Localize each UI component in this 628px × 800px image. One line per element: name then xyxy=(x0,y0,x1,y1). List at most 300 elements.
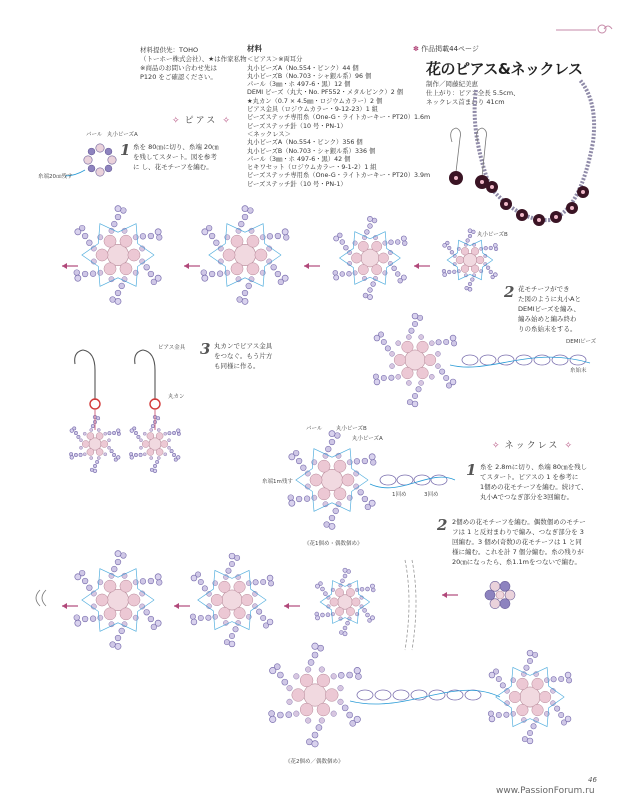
supply-line: 材料提供先：TOHO xyxy=(140,46,199,54)
arrow-head xyxy=(442,592,447,598)
material-line: 丸小ビーズA（No.554・ピンク）44 個 xyxy=(247,64,359,72)
petal-bead xyxy=(343,245,348,250)
petal-bead xyxy=(229,633,234,638)
petal-bead xyxy=(323,592,327,596)
necklace-step2-number: 2 xyxy=(437,516,448,534)
petal-tip xyxy=(70,429,74,433)
seed-bead xyxy=(294,674,300,680)
seed-bead xyxy=(83,432,86,435)
petal-bead xyxy=(148,233,154,239)
petal-bead xyxy=(271,264,277,270)
petal-tip xyxy=(116,456,120,460)
pearl-bead xyxy=(471,247,479,255)
petal-bead xyxy=(172,431,175,434)
petal-tip xyxy=(369,454,375,460)
pearl-bead xyxy=(96,432,103,439)
seed-bead xyxy=(157,456,160,459)
step-line: を残してスタート。図を参考 xyxy=(133,153,217,161)
petal-tip xyxy=(75,229,81,235)
pearl-bead xyxy=(318,460,330,472)
petal-tip xyxy=(329,523,335,529)
ring-bead xyxy=(108,156,116,164)
petal-bead xyxy=(362,458,368,464)
petal-tip xyxy=(312,741,318,747)
necklace-step1-number: 1 xyxy=(466,461,477,479)
pearl-bead xyxy=(231,263,243,275)
seed-bead xyxy=(157,428,160,431)
pearl-bead xyxy=(517,704,529,716)
pearl-bead xyxy=(476,256,484,264)
pearl-bead xyxy=(156,432,163,439)
thread-path xyxy=(450,357,590,367)
petal-bead xyxy=(202,586,207,591)
petal-tip xyxy=(489,672,495,678)
label-thread-finish: 糸始末 xyxy=(570,368,587,374)
petal-bead xyxy=(108,432,111,435)
petal-bead xyxy=(90,271,96,277)
ornament-swirl xyxy=(556,24,616,36)
seed-bead xyxy=(406,335,411,340)
petal-tip xyxy=(115,298,121,304)
petal-bead xyxy=(90,616,96,622)
petal-tip xyxy=(412,313,418,319)
chain-link xyxy=(357,690,373,700)
seed-bead xyxy=(79,439,82,442)
material-line: ビーズステッチ針（10 号・PN-1） xyxy=(247,122,347,130)
petal-bead xyxy=(312,652,318,658)
petal-bead xyxy=(389,240,394,245)
petal-bead xyxy=(209,233,215,239)
petal-bead xyxy=(566,678,571,683)
petal-bead xyxy=(74,431,77,434)
pearl-bead xyxy=(417,341,429,353)
petal-bead xyxy=(137,435,140,438)
pearl-bead xyxy=(120,580,132,592)
page-number: 46 xyxy=(588,776,597,784)
material-line: ＜ピアス＞※両耳分 xyxy=(247,56,303,64)
pearl-bead xyxy=(234,581,246,593)
center-pearl xyxy=(321,469,342,490)
petal-bead xyxy=(402,241,407,246)
pierce-step2-diagram xyxy=(360,315,620,405)
pearl-bead xyxy=(300,703,313,716)
petal-tip xyxy=(401,236,406,241)
petal-tip xyxy=(412,401,418,407)
petal-bead xyxy=(354,458,360,464)
arrow-head xyxy=(62,603,67,609)
petal-bead xyxy=(82,271,88,277)
petal-bead xyxy=(79,453,82,456)
seed-bead xyxy=(83,453,86,456)
pearl-bead xyxy=(101,440,108,447)
petal-bead xyxy=(447,270,451,274)
petal-bead xyxy=(134,431,137,434)
petal-bead xyxy=(329,439,335,445)
pearl-bead xyxy=(461,265,469,273)
pearl-bead xyxy=(128,249,140,261)
pearl-bead xyxy=(335,588,343,596)
material-line: ビーズステッチ専用糸（One-G・ライトカーキー・PT20）3.9m xyxy=(247,172,431,180)
chain-link xyxy=(431,475,447,485)
petal-tip xyxy=(367,294,372,299)
petal-bead xyxy=(242,290,248,296)
seed-bead xyxy=(338,685,344,691)
center-pearl xyxy=(304,684,326,706)
supply-note xyxy=(140,46,247,82)
petal-bead xyxy=(226,568,231,573)
petal-bead xyxy=(340,272,345,277)
petal-bead xyxy=(325,446,331,452)
material-line: 丸小ビーズA（No.554・ピンク）356 個 xyxy=(247,139,363,147)
petal-bead xyxy=(381,375,386,380)
ear-hook xyxy=(135,350,155,400)
petal-bead xyxy=(267,233,273,239)
pearl-bead xyxy=(517,678,529,690)
pearl-bead xyxy=(417,367,429,379)
center-pearl xyxy=(222,590,242,610)
petal-bead xyxy=(484,246,488,250)
pearl-bead xyxy=(300,674,313,687)
petal-bead xyxy=(558,676,563,681)
ring-bead xyxy=(84,156,92,164)
step-line: 回編む。3 個め(奇数)の花モチーフは 1 と同 xyxy=(452,538,582,546)
seed-bead xyxy=(167,439,170,442)
pierce-step3-number: 3 xyxy=(200,340,211,358)
petal-bead xyxy=(451,341,456,346)
petal-bead xyxy=(153,464,156,467)
neck-caption-1: 《花1個め・偶数個め》 xyxy=(304,541,363,547)
pearl-bead xyxy=(310,474,322,486)
petal-tip xyxy=(267,575,273,581)
seed-bead xyxy=(305,667,311,673)
petal-bead xyxy=(343,626,347,630)
petal-bead xyxy=(360,587,364,591)
wave-break xyxy=(36,590,46,606)
sparkle-icon: ✧ xyxy=(222,116,230,126)
petal-tip xyxy=(374,379,380,385)
petal-tip xyxy=(289,500,295,506)
pearl-bead xyxy=(325,689,338,702)
petal-bead xyxy=(316,725,322,731)
neck-label-bead-a: 丸小ビーズA xyxy=(352,436,383,442)
neck-label-round3: 3回め xyxy=(424,492,439,498)
petal-bead xyxy=(217,271,223,277)
petal-bead xyxy=(308,659,314,665)
petal-bead xyxy=(315,612,319,616)
pearl-bead xyxy=(104,580,116,592)
petal-bead xyxy=(333,270,338,275)
petal-bead xyxy=(282,679,288,685)
petal-tip xyxy=(242,298,248,304)
petal-bead xyxy=(82,578,88,584)
petal-bead xyxy=(277,672,283,678)
petal-bead xyxy=(342,705,348,711)
petal-tip xyxy=(75,620,81,626)
material-line: 丸小ビーズB（No.703・シャ銀ル系）96 個 xyxy=(247,72,372,80)
step-line: フは 1 と反対まわりで編み、つなぎ部分を 3 xyxy=(452,528,584,536)
petal-tip xyxy=(93,469,97,473)
petal-bead xyxy=(412,393,417,398)
petal-bead xyxy=(395,272,400,277)
petal-bead xyxy=(554,706,559,711)
pearl-bead xyxy=(509,691,521,703)
petal-tip xyxy=(468,287,472,291)
pearl-bead xyxy=(231,235,243,247)
pearl-bead xyxy=(456,256,464,264)
material-line: ピアス金具（ロジウムカラー・9-12-23）1 組 xyxy=(247,106,379,114)
arrow-head xyxy=(284,603,289,609)
seed-bead xyxy=(435,364,440,369)
petal-tip xyxy=(354,667,360,673)
petal-tip xyxy=(282,275,288,281)
materials-block xyxy=(247,45,430,189)
neck-caption-2: 《花2個め／偶数個め》 xyxy=(285,759,344,765)
step-line: 丸小Aでつなぎ部分を3回編む。 xyxy=(480,493,574,501)
pearl-bead xyxy=(342,474,354,486)
ring-bead xyxy=(500,599,510,609)
petal-bead xyxy=(370,460,376,466)
petal-bead xyxy=(111,221,117,227)
petal-bead xyxy=(447,246,451,250)
petal-tip xyxy=(155,275,161,281)
chain-link xyxy=(465,690,481,700)
pearl-bead xyxy=(219,581,231,593)
seed-bead xyxy=(164,453,167,456)
petal-bead xyxy=(306,739,312,745)
pearl-bead xyxy=(96,249,108,261)
material-line: ビーズステッチ専用糸（One-G・ライトカーキー・PT20）1.6m xyxy=(247,114,431,122)
material-line: ビーズステッチ針（10 号・PN-1） xyxy=(247,180,347,188)
petal-tip xyxy=(289,454,295,460)
petal-bead xyxy=(151,424,154,427)
ring-bead xyxy=(105,165,112,172)
label-thread-end: 糸端20㎝残す xyxy=(38,174,73,180)
pearl-bead xyxy=(247,235,259,247)
chain-link xyxy=(375,690,391,700)
pierce-step1-text xyxy=(133,142,219,172)
petal-bead xyxy=(371,588,375,592)
pearl-bead xyxy=(346,588,354,596)
step-line: 編み始めと編み終わ xyxy=(518,315,577,323)
seed-bead xyxy=(287,699,293,705)
petal-bead xyxy=(283,235,289,241)
petal-tip xyxy=(468,229,472,233)
pearl-bead xyxy=(346,607,354,615)
neck-label-thread-end: 糸端1m残す xyxy=(262,479,293,485)
petal-bead xyxy=(368,288,373,293)
arrow-head xyxy=(304,263,309,269)
center-pearl xyxy=(361,249,379,267)
petal-bead xyxy=(86,585,92,591)
ring-bead xyxy=(88,148,95,155)
petal-bead xyxy=(340,579,344,583)
petal-bead xyxy=(496,676,501,681)
petal-tip xyxy=(315,616,319,620)
petal-tip xyxy=(191,575,197,581)
earring-diagram xyxy=(60,340,220,480)
petal-tip xyxy=(565,716,571,722)
pearl-bead xyxy=(87,432,94,439)
pearl-bead xyxy=(402,367,414,379)
ring-bead xyxy=(490,581,500,591)
pearl-bead xyxy=(82,440,89,447)
petal-bead xyxy=(253,580,258,585)
pearl-bead xyxy=(539,691,551,703)
petal-bead xyxy=(392,266,397,271)
seed-bead xyxy=(406,380,411,385)
supply-line: （トーホー株式会社）、★は作家私物 xyxy=(140,55,247,63)
petal-bead xyxy=(140,578,146,584)
petal-bead xyxy=(233,627,238,632)
petal-tip xyxy=(354,716,360,722)
petal-bead xyxy=(242,214,248,220)
petal-bead xyxy=(443,375,448,380)
petal-bead xyxy=(385,346,390,351)
petal-bead xyxy=(452,270,456,274)
petal-tip xyxy=(75,275,81,281)
petal-bead xyxy=(527,658,532,663)
pearl-bead xyxy=(87,448,94,455)
petal-bead xyxy=(551,677,556,682)
petal-tip xyxy=(450,335,456,341)
petal-tip xyxy=(282,229,288,235)
petal-bead xyxy=(358,489,364,495)
petal-bead xyxy=(275,233,281,239)
pearl-bead xyxy=(318,488,330,500)
petal-tip xyxy=(370,584,374,588)
ring-bead xyxy=(485,590,495,600)
petal-bead xyxy=(82,233,88,239)
seed-bead xyxy=(150,428,153,431)
seed-bead xyxy=(331,711,337,717)
petal-tip xyxy=(176,429,180,433)
petal-bead xyxy=(527,730,532,735)
petal-bead xyxy=(371,282,376,287)
label-jump: 丸カン xyxy=(168,394,185,400)
ear-hook xyxy=(75,350,95,400)
center-pearl xyxy=(496,591,504,599)
petal-bead xyxy=(260,615,265,620)
seed-bead xyxy=(287,685,293,691)
petal-bead xyxy=(318,645,324,651)
seed-bead xyxy=(305,718,311,724)
petal-bead xyxy=(238,221,244,227)
petal-bead xyxy=(190,614,195,619)
seed-bead xyxy=(319,667,325,673)
petal-bead xyxy=(389,375,394,380)
pearl-bead xyxy=(96,448,103,455)
petal-tip xyxy=(369,500,375,506)
pearl-bead xyxy=(120,608,132,620)
petal-tip xyxy=(155,620,161,626)
petal-bead xyxy=(115,559,121,565)
seed-bead xyxy=(429,374,434,379)
wave-break xyxy=(412,560,416,650)
label-bead-b: 丸小ビーズB xyxy=(477,232,508,238)
petal-bead xyxy=(416,387,421,392)
petal-bead xyxy=(486,266,490,270)
petal-tip xyxy=(489,716,495,722)
arrow-head xyxy=(174,603,179,609)
petal-bead xyxy=(119,628,125,634)
step-line: に し、花モチーフを編む。 xyxy=(133,163,213,171)
petal-tip xyxy=(229,553,235,559)
petal-bead xyxy=(366,613,370,617)
petal-bead xyxy=(366,587,370,591)
petal-bead xyxy=(333,508,339,514)
arrow-head xyxy=(184,263,189,269)
pearl-bead xyxy=(317,674,330,687)
pearl-bead xyxy=(147,448,154,455)
material-line: パール（3㎜・ホ 497-6・黒）12 個 xyxy=(247,81,351,89)
supply-line: P120 をご確認ください。 xyxy=(140,73,217,81)
petal-bead xyxy=(329,515,335,521)
petal-bead xyxy=(343,574,347,578)
petal-tip xyxy=(343,568,347,572)
petal-bead xyxy=(156,580,162,586)
petal-tip xyxy=(527,650,533,656)
ring-bead xyxy=(505,590,515,600)
label-hook: ピアス金具 xyxy=(158,345,186,351)
petal-tip xyxy=(370,616,374,620)
credit-line: 仕上がり：ピアス全長 5.5cm、 xyxy=(426,89,520,97)
seed-bead xyxy=(143,453,146,456)
ring-bead xyxy=(88,165,95,172)
petal-bead xyxy=(296,496,302,502)
petal-bead xyxy=(362,496,368,502)
seed-bead xyxy=(419,335,424,340)
pearl-bead xyxy=(120,263,132,275)
seed-bead xyxy=(104,432,107,435)
pearl-bead xyxy=(223,249,235,261)
necklace-step1-text xyxy=(480,462,588,502)
material-line: 丸小ビーズB（No.703・シャ銀ル系）336 個 xyxy=(247,147,376,155)
petal-tip xyxy=(75,574,81,580)
pearl-bead xyxy=(351,253,361,263)
petal-bead xyxy=(77,435,80,438)
petal-bead xyxy=(144,609,150,615)
petal-tip xyxy=(70,456,74,460)
step-line: も同様に作る。 xyxy=(214,362,260,370)
pearl-bead xyxy=(317,703,330,716)
petal-tip xyxy=(329,431,335,437)
petal-bead xyxy=(148,271,154,277)
petal-bead xyxy=(170,449,173,452)
ring-bead xyxy=(96,168,104,176)
petal-bead xyxy=(466,239,470,243)
pearl-bead xyxy=(247,263,259,275)
seed-bead xyxy=(338,699,344,705)
materials-title: 材料 xyxy=(247,44,262,53)
petal-bead xyxy=(494,247,498,251)
petal-bead xyxy=(346,621,350,625)
seed-bead xyxy=(90,428,93,431)
petal-bead xyxy=(300,465,306,471)
sparkle-icon: ✧ xyxy=(492,441,500,451)
petal-bead xyxy=(148,616,154,622)
step-line: をつなぐ。もう片方 xyxy=(214,352,273,360)
petal-tip xyxy=(443,243,447,247)
pearl-bead xyxy=(120,235,132,247)
seed-bead xyxy=(97,428,100,431)
pearl-bead xyxy=(219,607,231,619)
petal-tip xyxy=(267,619,273,625)
label-bead-a: 丸小ビーズA xyxy=(107,132,138,138)
petal-bead xyxy=(296,458,302,464)
material-line: ＜ネックレス＞ xyxy=(247,130,291,138)
petal-tip xyxy=(130,429,134,433)
petal-bead xyxy=(450,250,454,254)
